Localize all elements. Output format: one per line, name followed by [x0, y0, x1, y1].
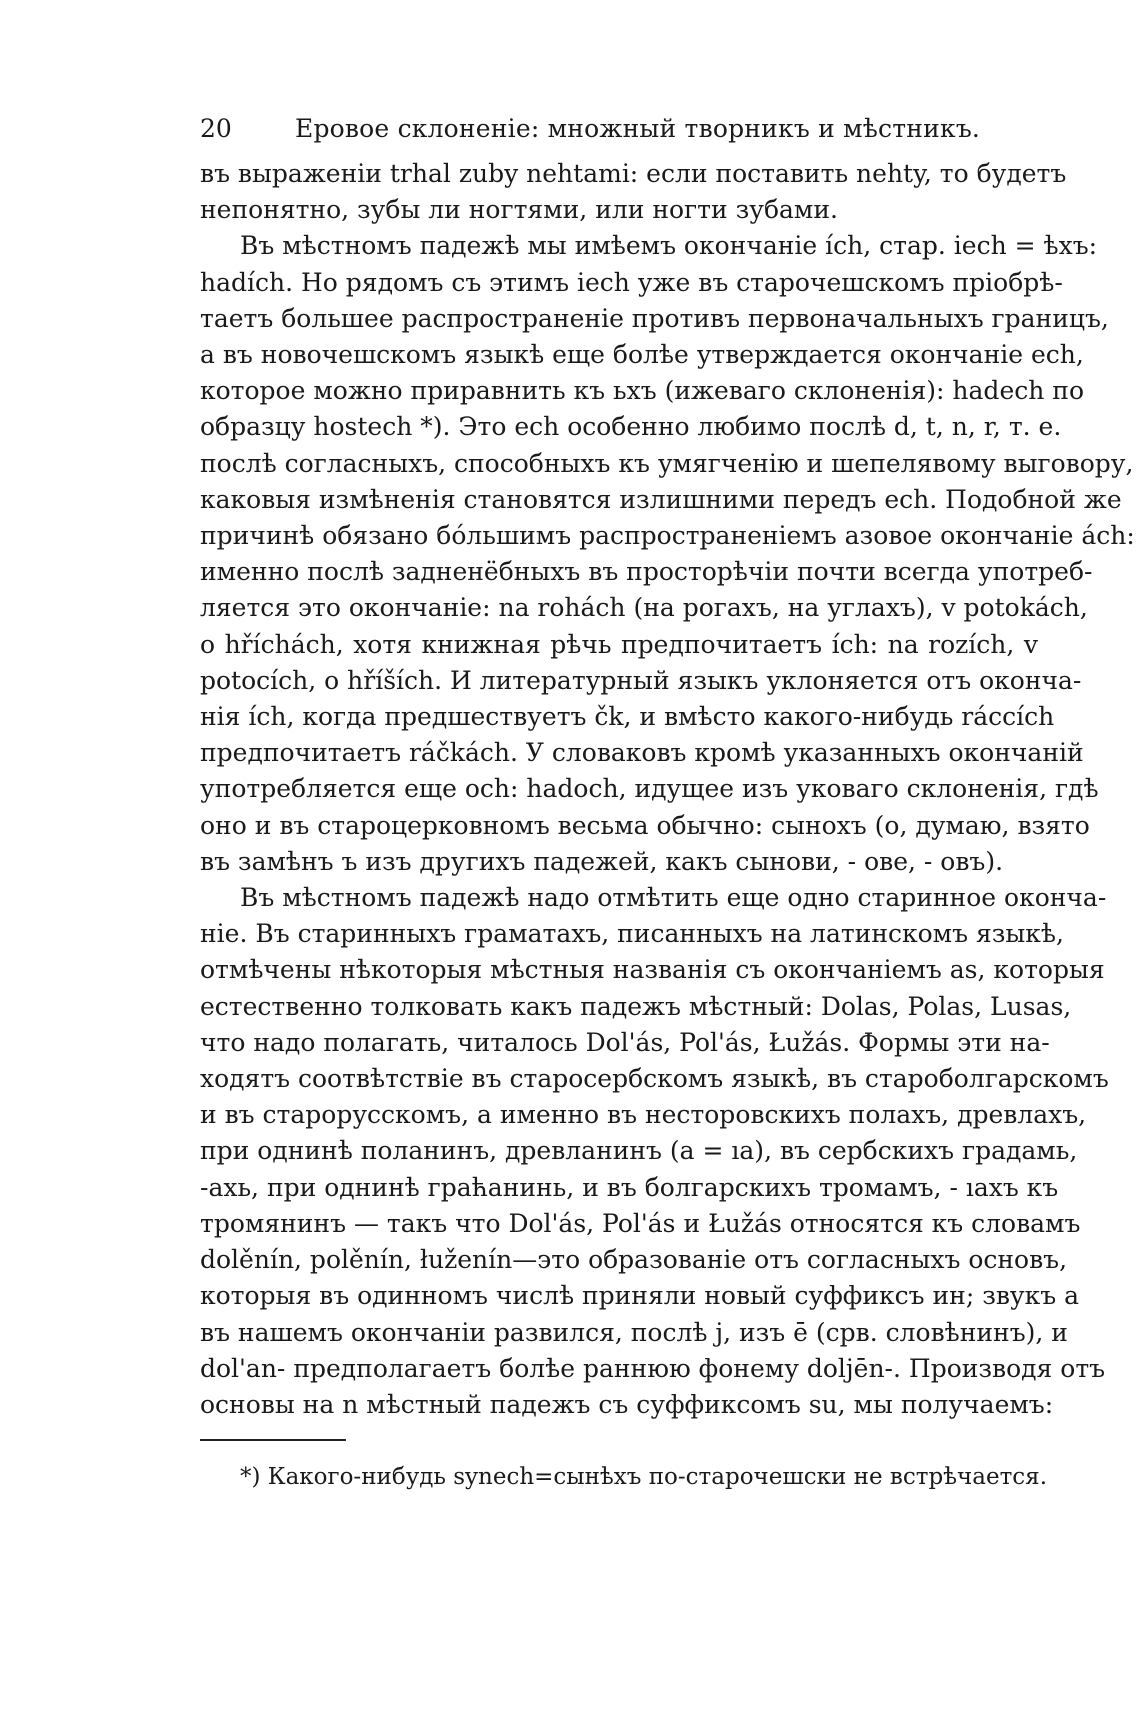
body-line: непонятно, зубы ли ногтями, или ногти зубами. [200, 195, 838, 225]
body-line: o hříchách, хотя книжная рѣчь предпочитаетъ ích: na rozích, v [200, 629, 1038, 659]
page [200, 112, 1135, 1493]
body-text [200, 156, 1135, 1423]
body-line: оно и въ староцерковномъ весьма обычно: сынохъ (о, думаю, взято [200, 810, 1090, 840]
body-line: при однинѣ поланинъ, древланинъ (а = ıа), въ сербскихъ градамь, [200, 1136, 1078, 1166]
body-line: въ замѣнъ ъ изъ другихъ падежей, какъ сынови, - ове, - овъ). [200, 846, 1004, 876]
body-line: dolěnín, polěnín, łuženín—это образованіе отъ согласныхъ основъ, [200, 1245, 1068, 1275]
body-line: Въ мѣстномъ падежѣ надо отмѣтить еще одно старинное оконча- [240, 883, 1107, 913]
body-line: употребляется еще och: hadoch, идущее изъ уковаго склоненія, гдѣ [200, 774, 1099, 804]
body-line: а въ новочешскомъ языкѣ еще болѣе утверждается окончаніе ech, [200, 340, 1084, 370]
body-line: ляется это окончаніе: na rohách (на рогахъ, на углахъ), v potokách, [200, 593, 1088, 623]
page-header [200, 112, 1038, 146]
body-line: таетъ большее распространеніе противъ первоначальныхъ границъ, [200, 303, 1109, 333]
body-line: образцу hostech *). Это ech особенно любимо послѣ d, t, n, r, т. е. [200, 412, 1062, 442]
body-line: ніе. Въ старинныхъ граматахъ, писанныхъ на латинскомъ языкѣ, [200, 919, 1064, 949]
body-line: -ахь, при однинѣ граћанинь, и въ болгарскихъ тромамъ, - ıахъ къ [200, 1172, 1059, 1202]
body-line: именно послѣ задненёбныхъ въ простoрѣчіи почти всегда употреб- [200, 557, 1093, 587]
body-line: въ нашемъ окончаніи развился, послѣ j, изъ ē (срв. словѣнинъ), и [200, 1317, 1068, 1347]
body-line: тромянинъ — такъ что Dol'ás, Pol'ás и Łužás относятся къ словамъ [200, 1208, 1081, 1238]
body-line: которыя въ одинномъ числѣ приняли новый суффиксъ ин; звукъ а [200, 1281, 1080, 1311]
body-line: каковыя измѣненія становятся излишними передъ ech. Подобной же [200, 484, 1122, 514]
footnote-divider [200, 1439, 346, 1441]
body-line: что надо полагать, читалось Dol'ás, Pol'ás, Łužás. Формы эти на- [200, 1027, 1050, 1057]
body-line: въ выраженіи trhal zuby nehtami: если поставить nehty, то будетъ [200, 159, 1067, 188]
body-line: отмѣчены нѣкоторыя мѣстныя названія съ окончаніемъ as, которыя [200, 955, 1105, 985]
body-line: которое можно приравнить къ ьхъ (ижеваго склоненія): hadech по [200, 376, 1084, 406]
body-line: и въ старорусскомъ, а именно въ несторовскихъ полахъ, древлахъ, [200, 1100, 1087, 1130]
body-line: естественно толковать какъ падежъ мѣстный: Dolas, Polas, Lusas, [200, 991, 1072, 1021]
page-number: 20 [200, 114, 232, 143]
body-line: hadích. Но рядомъ съ этимъ iech уже въ старочешскомъ пріобрѣ- [200, 267, 1063, 297]
body-line: послѣ согласныхъ, способныхъ къ умягченію и шепелявому выговору, [200, 448, 1134, 478]
running-title: Еровое склоненіе: множный творникъ и мѣстникъ. [295, 114, 981, 143]
body-line: ходятъ соотвѣтствіе въ старосербскомъ языкѣ, въ староболгарскомъ [200, 1064, 1109, 1094]
body-line: нія ích, когда предшествуетъ čk, и вмѣсто какого-нибудь ráccích [200, 702, 1055, 732]
body-line: основы на n мѣстный падежъ съ суффиксомъ su, мы получаемъ: [200, 1389, 1054, 1419]
body-line: предпочитаетъ ráčkách. У словаковъ кромѣ указанныхъ окончаній [200, 738, 1084, 768]
body-line: potocích, o hříších. И литературный языкъ уклоняется отъ оконча- [200, 665, 1082, 695]
body-line: Въ мѣстномъ падежѣ мы имѣемъ окончаніе ích, стар. iech = ѣхъ: [240, 231, 1098, 261]
footnote: *) Какого-нибудь synech=сынѣхъ по-старочешски не встрѣчается. [240, 1464, 1047, 1491]
body-line: причинѣ обязано бóльшимъ распространеніемъ азовое окончаніе ách: [200, 521, 1135, 551]
body-line: dol'an- предполагаетъ болѣе раннюю фонему doljēn-. Производя отъ [200, 1353, 1106, 1383]
